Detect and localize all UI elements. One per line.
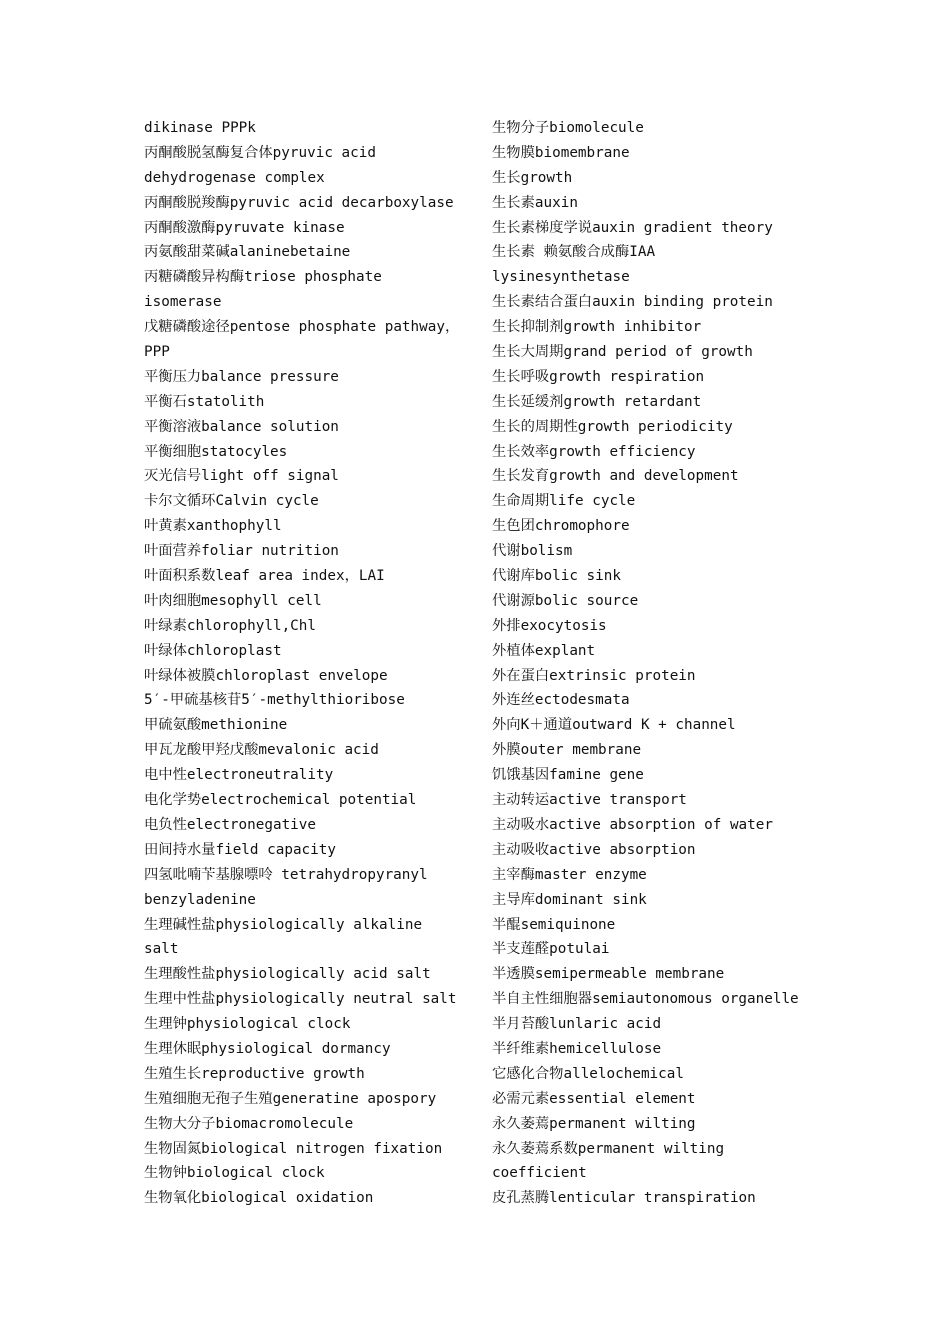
glossary-line: 卡尔文循环Calvin cycle (144, 493, 319, 510)
glossary-line: 外植体explant (492, 642, 596, 659)
glossary-line: 生长延缓剂growth retardant (492, 393, 702, 410)
glossary-line: 平衡石statolith (144, 393, 265, 410)
glossary-line: 生物分子biomolecule (492, 120, 644, 136)
glossary-line: 叶绿素chlorophyll,Chl (144, 617, 317, 634)
glossary-line: 外排exocytosis (492, 617, 607, 634)
glossary-line: 叶绿体被膜chloroplast envelope (144, 667, 388, 684)
glossary-line: 生物钟biological clock (144, 1165, 325, 1182)
glossary-line: dehydrogenase complex (144, 169, 325, 186)
glossary-line: 生理休眠physiological dormancy (144, 1040, 391, 1057)
glossary-line: 生色团chromophore (492, 518, 630, 535)
glossary-line: 皮孔蒸腾lenticular transpiration (492, 1190, 756, 1207)
glossary-line: 生殖生长reproductive growth (144, 1065, 365, 1082)
glossary-line: 叶肉细胞mesophyll cell (144, 592, 322, 609)
glossary-line: 丙酮酸激酶pyruvate kinase (144, 219, 345, 236)
glossary-line: 它感化合物allelochemical (492, 1065, 684, 1082)
glossary-line: 生殖细胞无孢子生殖generatine apospory (144, 1090, 437, 1107)
glossary-line: 永久萎蔫系数permanent wilting (492, 1140, 725, 1157)
glossary-line: 半支莲醛potulai (492, 941, 610, 958)
glossary-line: 生理钟physiological clock (144, 1016, 351, 1033)
glossary-line: PPP (144, 344, 170, 361)
glossary-line: 丙糖磷酸异构酶triose phosphate (144, 269, 382, 286)
glossary-line: 丙酮酸脱氢酶复合体pyruvic acid (144, 144, 376, 161)
glossary-line: lysinesynthetase (492, 269, 630, 286)
glossary-line: salt (144, 941, 179, 958)
left-glossary-column (144, 116, 474, 1211)
glossary-line: 生物膜biomembrane (492, 144, 630, 161)
glossary-line: 生物固氮biological nitrogen fixation (144, 1140, 443, 1157)
glossary-line: 平衡细胞statocyles (144, 443, 288, 460)
glossary-line: 外膜outer membrane (492, 742, 642, 759)
glossary-line: dikinase PPPk (144, 120, 256, 136)
glossary-line: 平衡溶液balance solution (144, 418, 339, 435)
glossary-line: 生物氧化biological oxidation (144, 1190, 374, 1207)
glossary-line: 外在蛋白extrinsic protein (492, 667, 696, 684)
glossary-line: 半自主性细胞器semiautonomous organelle (492, 991, 799, 1008)
glossary-line: 四氢吡喃苄基腺嘌呤 tetrahydropyranyl (144, 866, 428, 883)
glossary-line: 生长素梯度学说auxin gradient theory (492, 219, 773, 236)
glossary-line: 生长发育growth and development (492, 468, 739, 485)
glossary-line: 电化学势electrochemical potential (144, 792, 417, 809)
glossary-line: 永久萎蔫permanent wilting (492, 1115, 696, 1132)
glossary-line: 代谢源bolic source (492, 592, 639, 609)
glossary-line: 必需元素essential element (492, 1090, 696, 1107)
glossary-line: 主导库dominant sink (492, 891, 647, 908)
glossary-line: 电中性electroneutrality (144, 767, 334, 784)
glossary-line: 半月苔酸lunlaric acid (492, 1016, 662, 1033)
glossary-line: 电负性electronegative (144, 816, 317, 833)
glossary-line: 生长呼吸growth respiration (492, 368, 705, 385)
glossary-line: 生长素结合蛋白auxin binding protein (492, 294, 773, 311)
glossary-line: 生长大周期grand period of growth (492, 344, 753, 361)
glossary-line: 饥饿基因famine gene (492, 767, 644, 784)
glossary-line: 半透膜semipermeable membrane (492, 966, 725, 983)
glossary-line: 生理酸性盐physiologically acid salt (144, 966, 431, 983)
glossary-line: benzyladenine (144, 891, 256, 908)
glossary-line: 丙酮酸脱羧酶pyruvic acid decarboxylase (144, 194, 454, 211)
glossary-line: coefficient (492, 1165, 587, 1182)
right-glossary-column (492, 116, 822, 1211)
glossary-line: 生命周期life cycle (492, 493, 636, 510)
glossary-line: 灭光信号light off signal (144, 468, 339, 485)
glossary-line: 外向K＋通道outward K + channel (492, 717, 736, 734)
glossary-line: 主动吸收active absorption (492, 841, 696, 858)
glossary-line: 平衡压力balance pressure (144, 368, 339, 385)
glossary-line: 代谢库bolic sink (492, 568, 621, 585)
glossary-line: 生长素 赖氨酸合成酶IAA (492, 244, 656, 261)
glossary-line: 生长抑制剂growth inhibitor (492, 319, 702, 336)
glossary-line: 生长素auxin (492, 194, 578, 211)
glossary-line: 5′-甲硫基核苷5′-methylthioribose (144, 692, 405, 709)
glossary-line: 丙氨酸甜菜碱alaninebetaine (144, 244, 351, 261)
glossary-line: 代谢bolism (492, 543, 573, 560)
glossary-line: 叶面营养foliar nutrition (144, 543, 339, 560)
glossary-line: 甲瓦龙酸甲羟戊酸mevalonic acid (144, 742, 379, 759)
glossary-line: 半纤维素hemicellulose (492, 1040, 662, 1057)
glossary-line: 生理中性盐physiologically neutral salt (144, 991, 457, 1008)
glossary-line: 主宰酶master enzyme (492, 866, 647, 883)
glossary-line: 叶面积系数leaf area index，LAI (144, 568, 385, 585)
glossary-line: 主动转运active transport (492, 792, 687, 809)
glossary-line: 主动吸水active absorption of water (492, 816, 773, 833)
glossary-line: 外连丝ectodesmata (492, 692, 630, 709)
glossary-line: 戊糖磷酸途径pentose phosphate pathway， (144, 319, 460, 336)
glossary-line: 叶黄素xanthophyll (144, 518, 282, 535)
glossary-line: 甲硫氨酸methionine (144, 717, 288, 734)
glossary-line: 生物大分子biomacromolecule (144, 1115, 354, 1132)
glossary-line: 叶绿体chloroplast (144, 642, 282, 659)
glossary-line: isomerase (144, 294, 222, 311)
glossary-line: 生理碱性盐physiologically alkaline (144, 916, 423, 933)
glossary-line: 生长的周期性growth periodicity (492, 418, 733, 435)
glossary-line: 田间持水量field capacity (144, 841, 336, 858)
glossary-line: 生长growth (492, 169, 573, 186)
glossary-line: 半醌semiquinone (492, 916, 616, 933)
glossary-line: 生长效率growth efficiency (492, 443, 696, 460)
